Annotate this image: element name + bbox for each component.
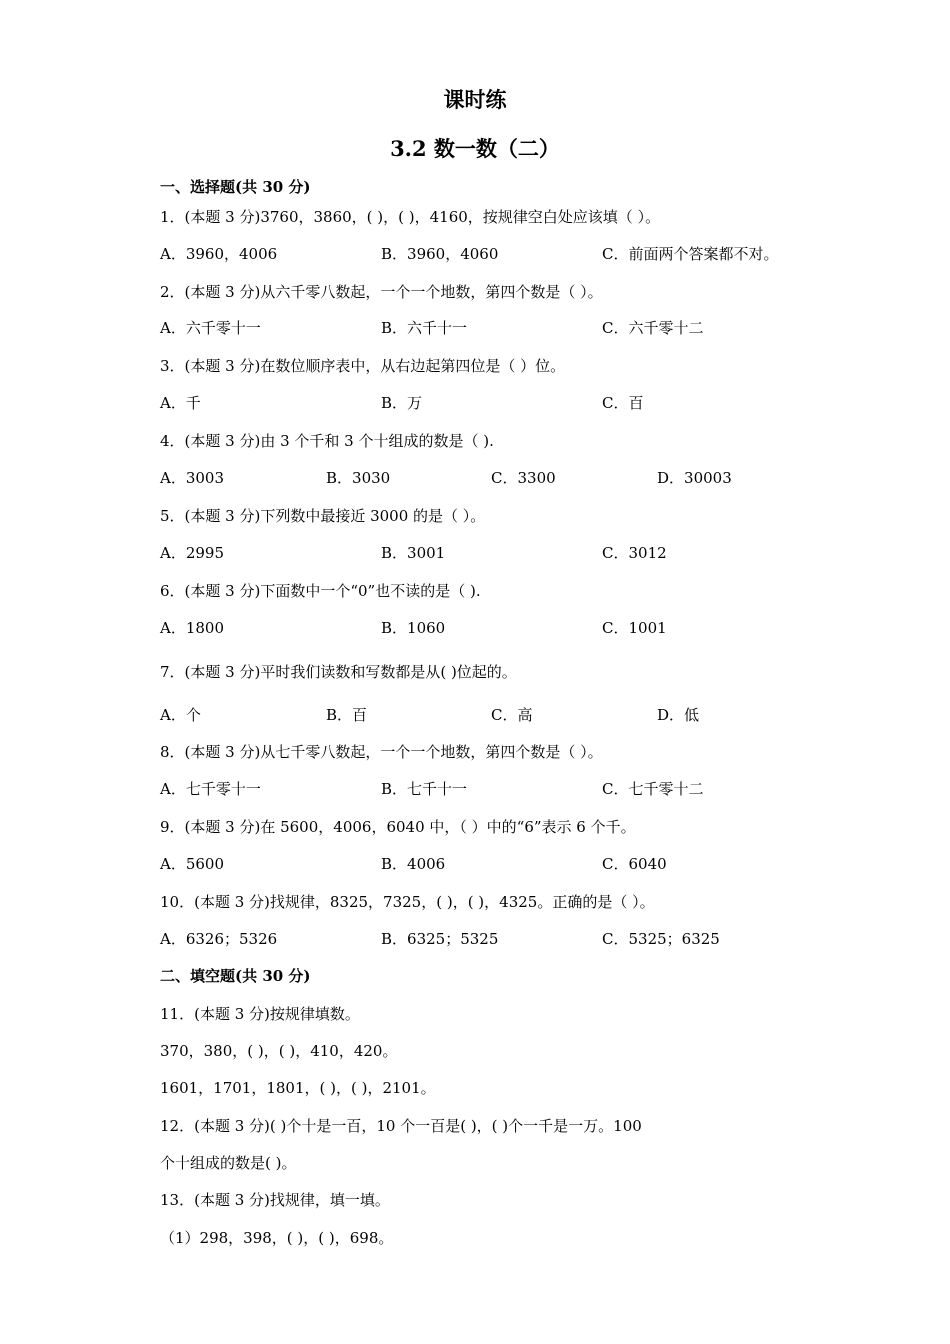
question-5: 5．(本题 3 分)下列数中最接近 3000 的是（ ）。 [160, 507, 486, 525]
question-7: 7．(本题 3 分)平时我们读数和写数都是从( )位起的。 [160, 663, 517, 681]
option-c: C．前面两个答案都不对。 [602, 245, 779, 263]
option-a: A．个 [160, 706, 201, 724]
option-a: A．千 [160, 394, 201, 412]
section-heading-fill: 二、填空题(共 30 分) [160, 967, 311, 985]
option-c: C．百 [602, 394, 644, 412]
question-13: 13．(本题 3 分)找规律，填一填。 [160, 1191, 390, 1209]
question-12-line-2: 个十组成的数是( )。 [160, 1154, 297, 1172]
option-a: A．六千零十一 [160, 319, 261, 337]
options-row [160, 467, 860, 489]
options-row [160, 542, 860, 564]
options-row [160, 778, 860, 800]
question-13-sub-1: （1）298，398，( )，( )，698。 [160, 1229, 394, 1247]
option-c: C．3012 [602, 544, 667, 562]
question-9: 9．(本题 3 分)在 5600，4006，6040 中，（ ）中的“6”表示 6 个千。 [160, 818, 636, 836]
option-c: C．6040 [602, 855, 667, 873]
question-12-line-1: 12．(本题 3 分)( )个十是一百，10 个一百是( )，( )个一千是一万。100 [160, 1117, 642, 1135]
option-d: D．30003 [657, 469, 732, 487]
option-b: B．4006 [381, 855, 446, 873]
option-a: A．3003 [160, 469, 225, 487]
question-1: 1．(本题 3 分)3760，3860，( )，( )，4160，按规律空白处应该填（ ）。 [160, 208, 661, 226]
option-a: A．3960，4006 [160, 245, 278, 263]
option-b: B．百 [326, 706, 368, 724]
option-b: B．3030 [326, 469, 391, 487]
options-row [160, 243, 860, 265]
options-row [160, 704, 860, 726]
option-c: C．1001 [602, 619, 667, 637]
option-c: C．3300 [491, 469, 556, 487]
options-row [160, 617, 860, 639]
option-b: B．3001 [381, 544, 446, 562]
page-title: 课时练 [443, 87, 507, 112]
option-c: C．5325；6325 [602, 930, 720, 948]
option-b: B．6325；5325 [381, 930, 499, 948]
question-3: 3．(本题 3 分)在数位顺序表中，从右边起第四位是（ ）位。 [160, 357, 566, 375]
options-row [160, 392, 860, 414]
option-b: B．万 [381, 394, 423, 412]
option-a: A．七千零十一 [160, 780, 261, 798]
option-c: C．高 [491, 706, 533, 724]
option-a: A．1800 [160, 619, 225, 637]
option-b: B．六千十一 [381, 319, 468, 337]
question-11: 11．(本题 3 分)按规律填数。 [160, 1005, 360, 1023]
option-c: C．六千零十二 [602, 319, 704, 337]
option-b: B．1060 [381, 619, 446, 637]
question-10: 10．(本题 3 分)找规律，8325，7325，( )，( )，4325。正确的是（ ）。 [160, 893, 655, 911]
question-2: 2．(本题 3 分)从六千零八数起，一个一个地数，第四个数是（ ）。 [160, 283, 603, 301]
question-11-line-1: 370，380，( )，( )，410，420。 [160, 1042, 398, 1060]
options-row [160, 928, 860, 950]
option-c: C．七千零十二 [602, 780, 704, 798]
option-b: B．七千十一 [381, 780, 468, 798]
section-heading-choice: 一、选择题(共 30 分) [160, 178, 311, 196]
question-8: 8．(本题 3 分)从七千零八数起，一个一个地数，第四个数是（ ）。 [160, 743, 603, 761]
option-d: D．低 [657, 706, 700, 724]
question-11-line-2: 1601，1701，1801，( )，( )，2101。 [160, 1079, 436, 1097]
question-4: 4．(本题 3 分)由 3 个千和 3 个十组成的数是（ ). [160, 432, 494, 450]
options-row [160, 317, 860, 339]
option-b: B．3960，4060 [381, 245, 499, 263]
question-6: 6．(本题 3 分)下面数中一个“0”也不读的是（ ). [160, 582, 481, 600]
lesson-title: 3.2 数一数（二） [390, 136, 560, 161]
option-a: A．5600 [160, 855, 225, 873]
option-a: A．2995 [160, 544, 225, 562]
option-a: A．6326；5326 [160, 930, 278, 948]
options-row [160, 853, 860, 875]
